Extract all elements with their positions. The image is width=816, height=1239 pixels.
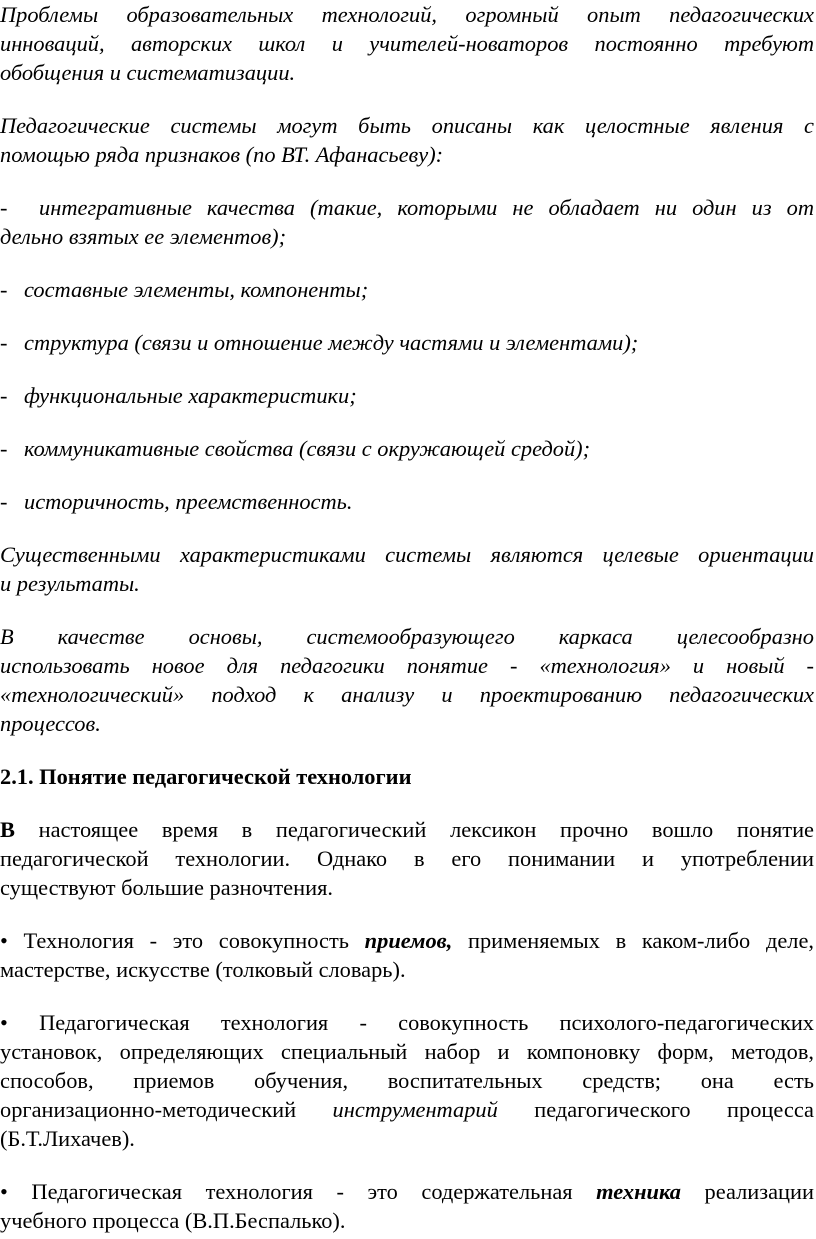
- text-line: [0, 1008, 814, 1037]
- bullet-marker: •: [0, 928, 8, 953]
- text-line: [0, 0, 814, 29]
- text-segment: реализации: [680, 1179, 814, 1204]
- dash-marker: -: [0, 489, 8, 514]
- list-item: [0, 434, 814, 463]
- list-item-text: интегративные качества (такие, которыми не обладает ни один из от: [24, 195, 814, 220]
- text-line: Педагогические системы могут быть описаны как целостные явления с: [0, 113, 814, 138]
- list-item: [0, 275, 814, 304]
- text-line: существуют большие разночтения.: [0, 875, 333, 900]
- text-line: способов, приемов обучения, воспитательных средств; она есть: [0, 1068, 814, 1093]
- text-line: (Б.Т.Лихачев).: [0, 1126, 135, 1151]
- list-item-line: [0, 193, 814, 222]
- text-line: [0, 815, 814, 844]
- text-line: Существенными характеристиками системы являются целевые ориентации: [0, 542, 814, 567]
- list-item-line: дельно взятых ее элементов);: [0, 224, 287, 249]
- text-line: учебного процесса (В.П.Беспалько).: [0, 1208, 346, 1233]
- bullet-marker: •: [0, 1179, 8, 1204]
- text-line: «технологический» подход к анализу и проектированию педагогических: [0, 682, 814, 707]
- dash-marker: -: [0, 195, 8, 220]
- dash-marker: -: [0, 330, 8, 355]
- paragraph-characteristics: [0, 540, 814, 598]
- text-segment: настоящее время в педагогический лексикон прочно вошло понятие: [14, 817, 814, 842]
- word: Проблемы: [0, 2, 99, 27]
- list-item-text: составные элементы, компоненты;: [24, 277, 369, 302]
- text-segment: педагогического процесса: [497, 1097, 814, 1122]
- emphasis-text: техника: [596, 1179, 681, 1204]
- text-line: [0, 926, 814, 955]
- list-item-text: функциональные характеристики;: [24, 383, 357, 408]
- text-line: В качестве основы, системообразующего каркаса целесообразно: [0, 624, 814, 649]
- list-item-text: историчность, преемственность.: [24, 489, 353, 514]
- word: опыт: [587, 2, 641, 27]
- paragraph-technology-concept: [0, 622, 814, 738]
- text-segment: Технология - это совокупность: [7, 928, 365, 953]
- list-item: [0, 487, 814, 516]
- text-line: процессов.: [0, 711, 101, 736]
- list-item-text: коммуникативные свойства (связи с окружающей средой);: [24, 436, 591, 461]
- emphasis-text: инструментарий: [332, 1097, 498, 1122]
- paragraph-intro: [0, 0, 814, 87]
- section-heading: 2.1. Понятие педагогической технологии: [0, 764, 412, 789]
- list-item-text: структура (связи и отношение между частями и элементами);: [24, 330, 639, 355]
- text-line: педагогической технологии. Однако в его понимании и употреблении: [0, 846, 814, 871]
- paragraph-systems: [0, 111, 814, 169]
- text-line: [0, 1177, 814, 1206]
- list-item: [0, 381, 814, 410]
- bullet-marker: •: [0, 1010, 8, 1035]
- text-line: и результаты.: [0, 571, 140, 596]
- text-line: инноваций, авторских школ и учителей-новаторов постоянно требуют: [0, 31, 814, 56]
- text-segment: применяемых в каком-либо деле,: [452, 928, 814, 953]
- word: образовательных: [126, 2, 294, 27]
- text-line: [0, 1095, 814, 1124]
- bullet-definition-dictionary: [0, 926, 814, 984]
- emphasis-text: приемов,: [364, 928, 453, 953]
- text-line: обобщения и систематизации.: [0, 60, 296, 85]
- text-segment: Педагогическая технология - совокупность психолого-педагогических: [7, 1010, 814, 1035]
- paragraph-lexicon: [0, 815, 814, 902]
- first-word: В: [0, 817, 15, 842]
- text-line: установок, определяющих специальный набор и компоновку форм, методов,: [0, 1039, 814, 1064]
- dash-marker: -: [0, 277, 8, 302]
- list-item: [0, 193, 814, 251]
- dash-marker: -: [0, 436, 8, 461]
- text-segment: Педагогическая технология - это содержательная: [7, 1179, 597, 1204]
- word: огромный: [465, 2, 559, 27]
- word: педагогических: [669, 2, 814, 27]
- text-line: помощью ряда признаков (по ВТ. Афанасьеву):: [0, 142, 444, 167]
- text-line: использовать новое для педагогики понятие - «технология» и новый -: [0, 653, 814, 678]
- bullet-definition-bespalko: [0, 1177, 814, 1235]
- text-segment: организационно-методический: [0, 1097, 333, 1122]
- text-line-content: [0, 0, 814, 29]
- word: технологий,: [321, 2, 438, 27]
- bullet-definition-likhachev: [0, 1008, 814, 1153]
- dash-marker: -: [0, 383, 8, 408]
- text-line: мастерстве, искусстве (толковый словарь).: [0, 957, 406, 982]
- list-item: [0, 328, 814, 357]
